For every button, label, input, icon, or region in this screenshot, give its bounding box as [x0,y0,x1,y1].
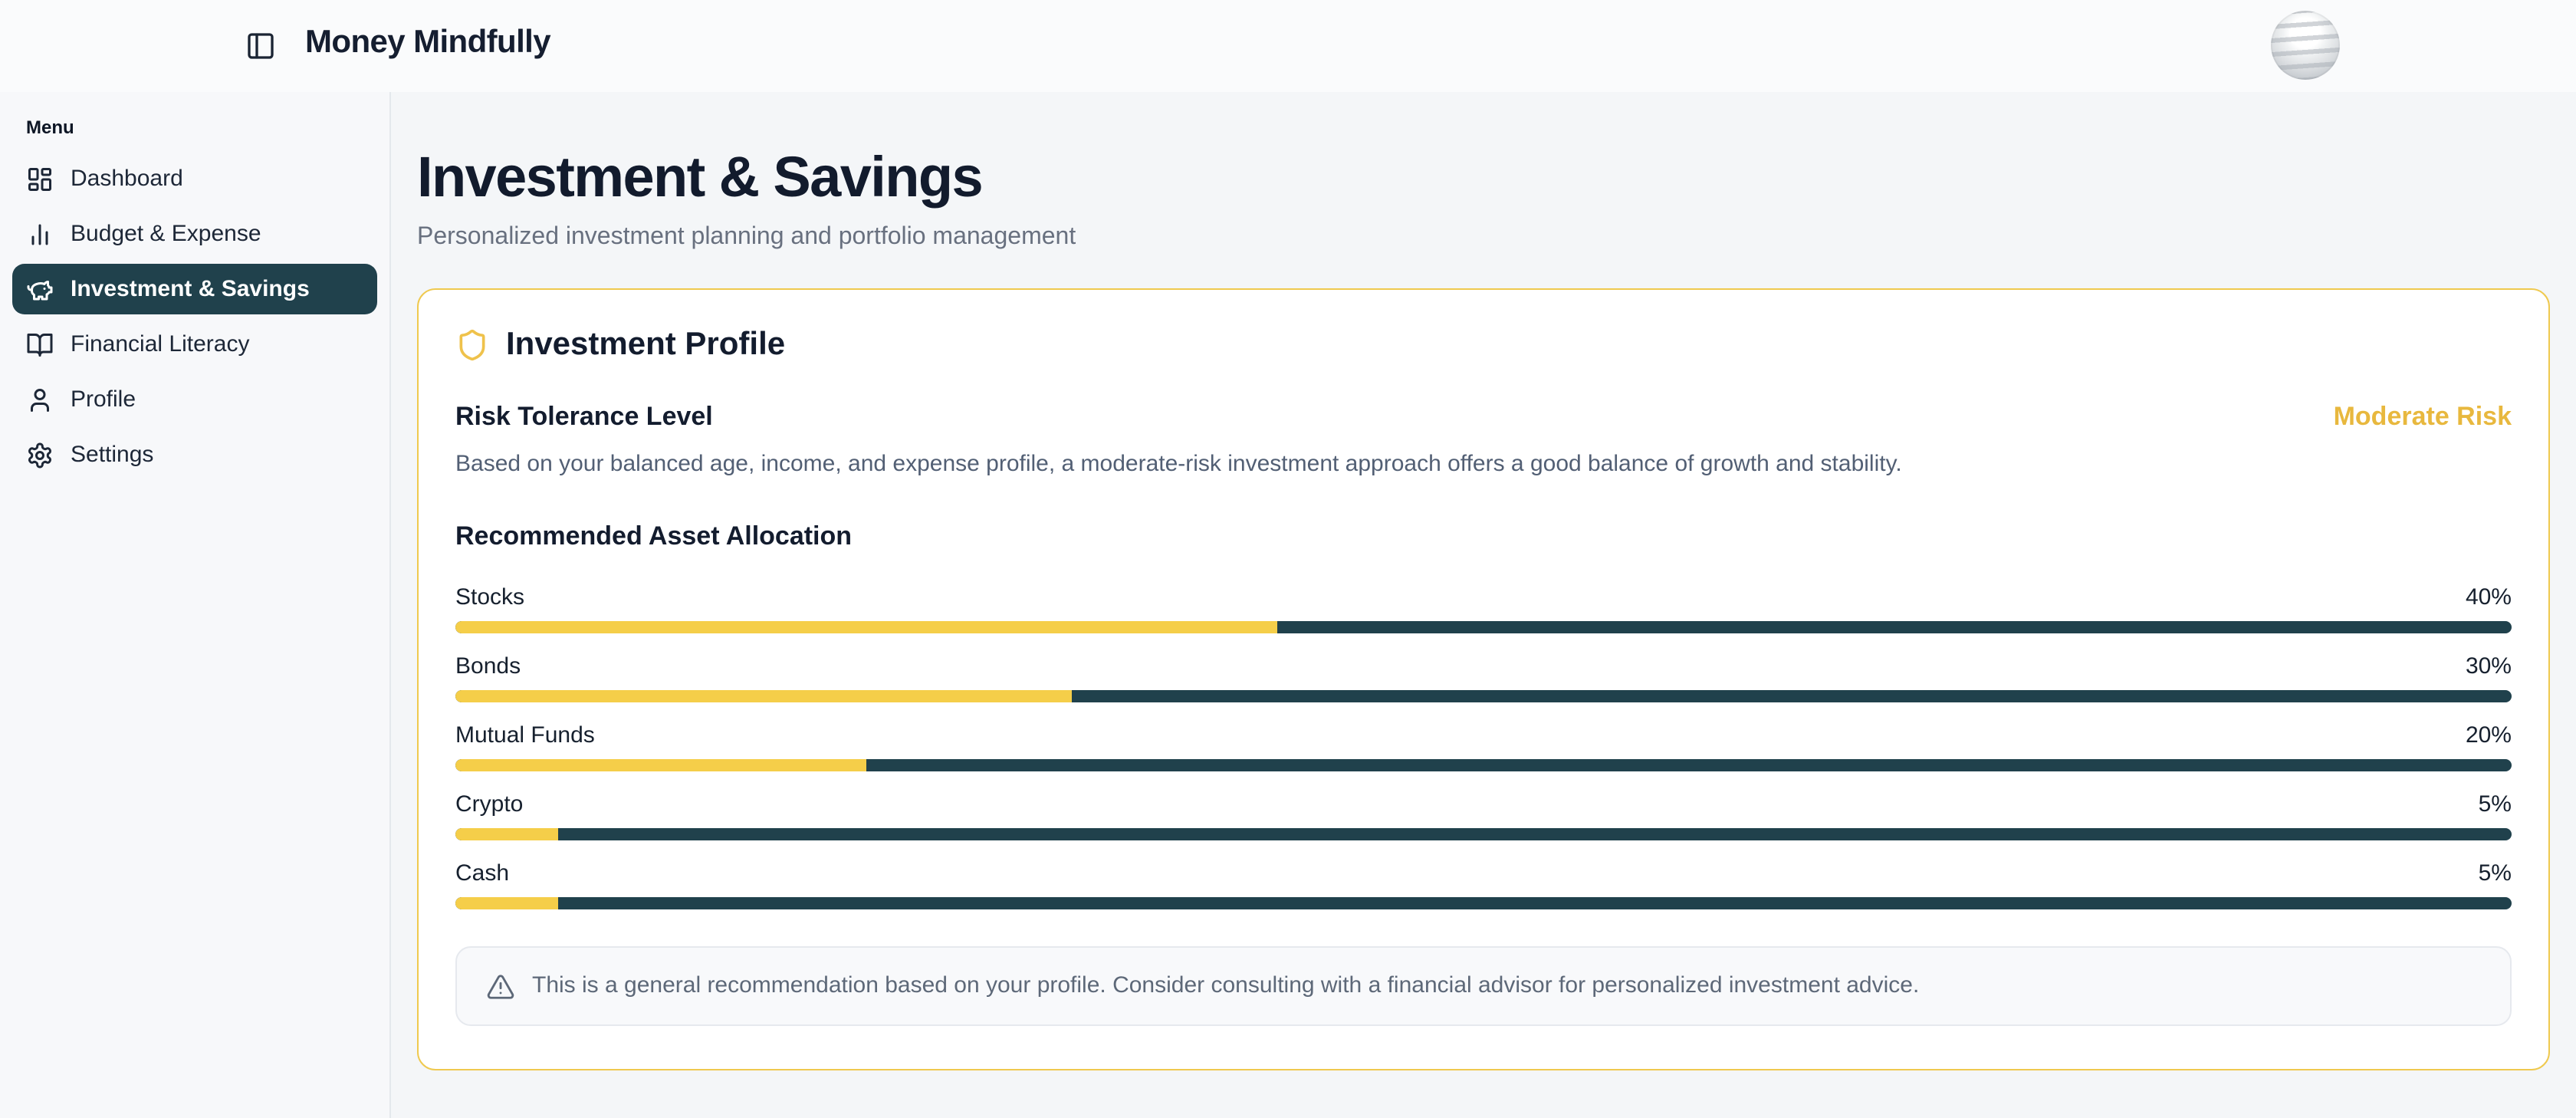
allocation-row [455,790,2512,840]
allocation-bar-fill [455,828,558,840]
allocation-bar-fill [455,759,866,771]
allocation-bar-track [455,828,2512,840]
sidebar-item-financial-literacy[interactable] [12,319,377,370]
allocation-bar-track [455,621,2512,633]
allocation-heading: Recommended Asset Allocation [455,521,853,551]
piggy-bank-icon [26,275,54,303]
sidebar-menu-label: Menu [26,117,74,138]
sidebar-item-profile[interactable] [12,374,377,425]
sidebar-item-label: Profile [71,386,136,413]
advisor-note [455,946,2512,1026]
allocation-percent: 30% [2465,653,2512,679]
warning-triangle-icon [486,972,515,1001]
allocation-percent: 5% [2478,860,2512,886]
page-title: Investment & Savings [417,146,983,209]
panel-left-icon [245,31,276,61]
layout-dashboard-icon [26,165,54,192]
sidebar-item-label: Financial Literacy [71,331,250,357]
card-header [455,327,2512,363]
allocation-percent: 40% [2465,584,2512,610]
risk-tolerance-heading: Risk Tolerance Level [455,402,713,431]
sidebar-item-label: Dashboard [71,166,183,192]
allocation-row [455,859,2512,909]
book-open-icon [26,330,54,358]
allocation-row-header [455,790,2512,819]
allocation-bar-fill [455,897,558,909]
sidebar [0,92,391,1118]
allocation-bar-fill [455,690,1073,702]
allocation-bar-fill [455,621,1278,633]
sidebar-item-dashboard[interactable] [12,153,377,204]
allocation-row-header [455,652,2512,681]
allocation-label: Cash [455,860,510,886]
shield-icon [455,328,489,362]
risk-tolerance-row [455,402,2512,432]
main-content [391,92,2576,1118]
user-icon [26,386,54,413]
allocation-row [455,721,2512,771]
allocation-bar-track [455,690,2512,702]
bar-chart-icon [26,220,54,248]
sidebar-item-settings[interactable] [12,429,377,480]
advisor-note-text: This is a general recommendation based on your profile. Consider consulting with a financial advisor for personalized investment advice. [532,972,1920,998]
app-title: Money Mindfully [305,25,550,60]
allocation-label: Stocks [455,584,525,610]
allocation-percent: 5% [2478,791,2512,817]
page-subtitle: Personalized investment planning and portfolio management [417,224,1076,250]
allocation-label: Bonds [455,653,521,679]
avatar[interactable] [2271,11,2340,80]
allocation-bar-track [455,897,2512,909]
allocation-row-header [455,859,2512,888]
allocation-list [455,583,2512,909]
risk-description: Based on your balanced age, income, and expense profile, a moderate-risk investment approach offers a good balance of growth and stability. [455,451,1902,477]
sidebar-item-budget-expense[interactable] [12,209,377,259]
allocation-bar-track [455,759,2512,771]
card-title: Investment Profile [506,327,786,362]
sidebar-item-label: Investment & Savings [71,276,310,302]
risk-level-badge: Moderate Risk [2333,402,2512,431]
gear-icon [26,441,54,469]
allocation-row-header [455,721,2512,750]
allocation-label: Mutual Funds [455,722,595,748]
allocation-row [455,652,2512,702]
sidebar-item-label: Budget & Expense [71,221,261,247]
sidebar-nav [12,153,377,480]
allocation-row [455,583,2512,633]
app-header [0,0,2576,94]
sidebar-item-investment-savings[interactable] [12,264,377,314]
sidebar-toggle-button[interactable] [245,31,276,61]
investment-profile-card [417,288,2550,1070]
allocation-label: Crypto [455,791,524,817]
allocation-percent: 20% [2465,722,2512,748]
sidebar-item-label: Settings [71,442,154,468]
allocation-row-header [455,583,2512,612]
